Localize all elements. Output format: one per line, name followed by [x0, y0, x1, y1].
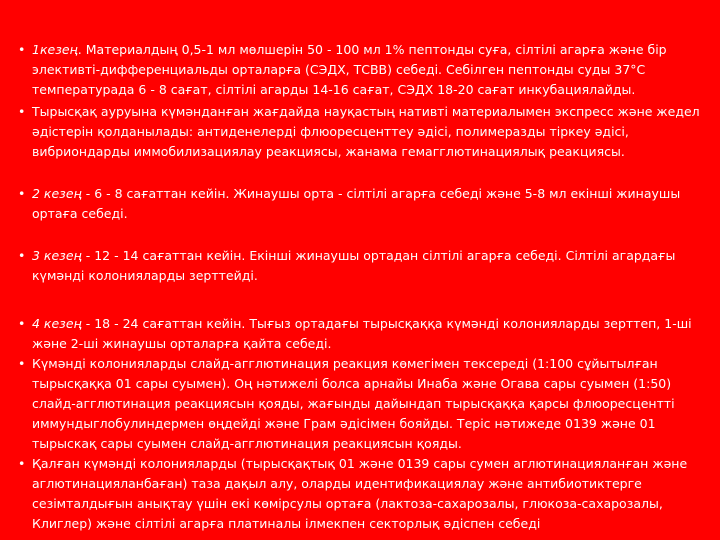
bullet-item-stage-1	[18, 40, 712, 100]
bullet-text	[32, 246, 712, 286]
bullet-body: - 12 - 14 сағаттан кейін. Екінші жинаушы ортадан сілтілі агарға себеді. Сілтілі агардағы күмәнді колонияларды зерттейді.	[32, 248, 676, 283]
bullet-icon: •	[18, 42, 26, 57]
bullet-body: - 18 - 24 сағаттан кейін. Тығыз ортадағы тырысқаққа күмәнді колонияларды зерттеп, 1-ші және 2-ші жинаушы орталарға қайта себеді.	[32, 316, 692, 351]
bullet-item-stage-3	[18, 246, 712, 286]
bullet-body: - 6 - 8 сағаттан кейін. Жинаушы орта - сілтілі агарға себеді және 5-8 мл екінші жинаушы ортаға себеді.	[32, 186, 681, 221]
bullet-item-express-methods	[18, 102, 712, 162]
bullet-text	[32, 454, 712, 534]
bullet-body: . Материалдың 0,5-1 мл мөлшерін 50 - 100 мл 1% пептонды суға, сілтілі агарға және бір элективті-дифференциальды орталарға (СЭДХ, ТСВВ) себеді. Себілген пептонды суды 37°С температурада 6 - 8 сағат, сілтілі агарды 14-16 сағат, СЭДХ 18-20 сағат инкубациялайды.	[32, 42, 667, 97]
stage-label: 3 кезең	[32, 248, 82, 263]
bullet-body: Қалған күмәнді колонияларды (тырысқақтық 01 және 0139 сары сумен аглютинацияланған және аглютинацияланбаған) таза дақыл алу, оларды идентификациялау және антибиотиктерге сезімталдығын анықтау үшін екі көмірсулы ортаға (лактоза-сахарозалы, глюкоза-сахарозалы, Клиглер) және сілтілі агарға платиналы ілмекпен секторлық әдіспен себеді	[32, 456, 688, 531]
bullet-text	[32, 354, 712, 454]
bullet-icon: •	[18, 248, 26, 263]
bullet-text	[32, 40, 712, 100]
stage-label: 2 кезең	[32, 186, 82, 201]
bullet-text	[32, 314, 712, 354]
bullet-item-slide-agglutination	[18, 354, 712, 454]
bullet-body: Күмәнді колонияларды слайд-агглютинация реакция көмегімен тексереді (1:100 сұйытылған тырысқаққа 01 сары суымен). Оң нәтижелі болса арнайы Инаба және Огава сары суымен (1:50) слайд-агглютинация реакциясын қояды, жағынды дайындап тырысқаққа қарсы флюоресцентті иммундыглобулиндермен өңдейді және Грам әдісімен бояйды. Теріс нәтижеде 0139 және 01 тырыскақ сары суымен слайд-агглютинация реакциясын қояды.	[32, 356, 675, 451]
bullet-icon: •	[18, 456, 26, 471]
bullet-item-stage-2	[18, 184, 712, 224]
bullet-icon: •	[18, 356, 26, 371]
stage-label: 4 кезең	[32, 316, 82, 331]
bullet-item-stage-4	[18, 314, 712, 354]
bullet-text	[32, 184, 712, 224]
bullet-text	[32, 102, 712, 162]
bullet-item-pure-culture	[18, 454, 712, 534]
bullet-icon: •	[18, 104, 26, 119]
bullet-icon: •	[18, 186, 26, 201]
stage-label: 1кезең	[32, 42, 78, 57]
bullet-body: Тырысқақ ауруына күмәнданған жағдайда науқастың нативті материалымен экспресс және жедел әдістерін қолданылады: антиденелерді флюоресценттеу әдісі, полимеразды тіркеу әдісі, вибриондарды иммобилизациялау реакциясы, жанама гемагглютинациялық реакциясы.	[32, 104, 700, 159]
bullet-icon: •	[18, 316, 26, 331]
